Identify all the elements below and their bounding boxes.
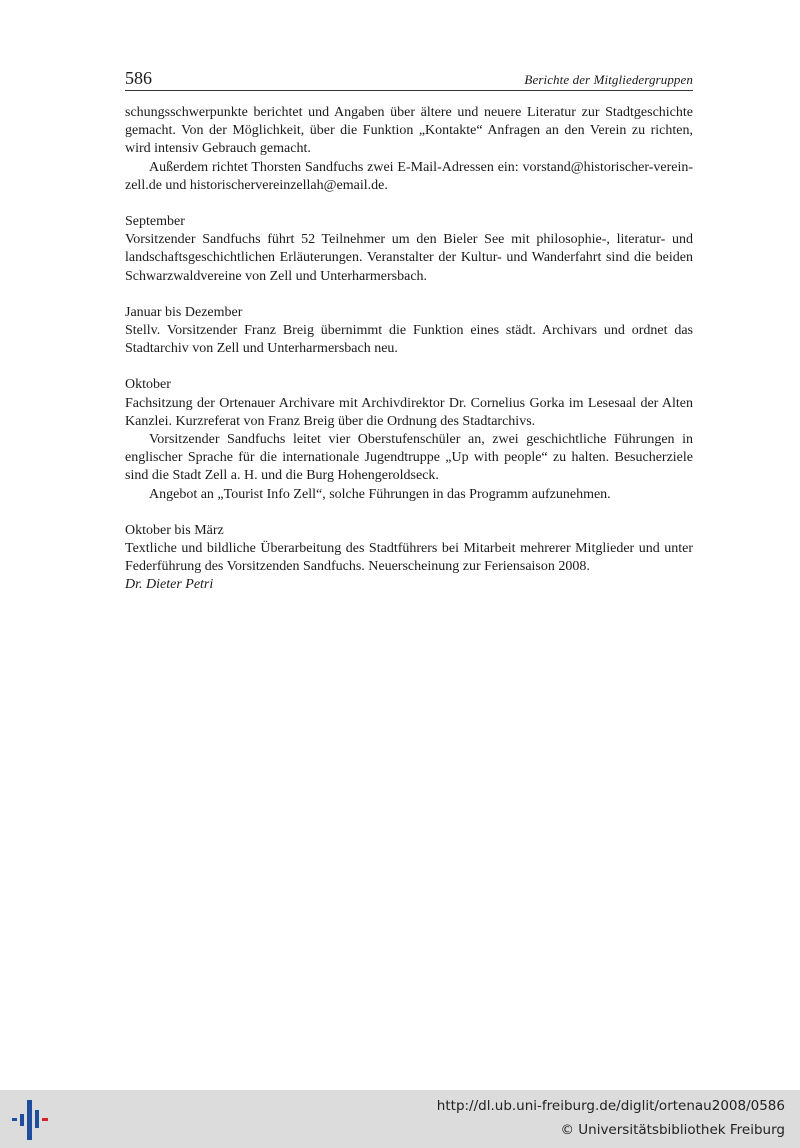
ub-freiburg-logo-icon [10,1100,52,1140]
section-paragraph: Stellv. Vorsitzender Franz Breig übernimmt die Funktion eines städt. Archivars und ordnet das Stadtarchiv von Zell und Unterharmersbach neu. [125,323,693,357]
running-title: Berichte der Mitgliedergruppen [524,72,693,87]
section-oktober-bis-maerz [125,522,693,595]
section-september [125,213,693,286]
section-paragraph: Angebot an „Tourist Info Zell“, solche Führungen in das Programm aufzunehmen. [149,486,611,502]
section-januar-bis-dezember [125,304,693,359]
source-link[interactable]: http://dl.ub.uni-freiburg.de/diglit/ortenau2008/0586 [436,1098,785,1114]
author-signature: Dr. Dieter Petri [125,577,214,593]
copyright-notice: © Universitätsbibliothek Freiburg [560,1122,785,1138]
section-paragraph: Vorsitzender Sandfuchs leitet vier Oberstufenschüler an, zwei geschichtliche Führungen in englischer Sprache für die internationale Jugendtruppe „Up with people“ zu halten. Besucherziele sind die Stadt Zell a. H. und die Burg Hohengeroldseck. [125,432,693,484]
section-paragraph: Textliche und bildliche Überarbeitung des Stadtführers bei Mitarbeit mehrerer Mitglieder und unter Federführung des Vorsitzenden Sandfuchs. Neuerscheinung zur Feriensaison 2008. [125,541,693,575]
running-head [125,68,693,91]
intro-paragraph-1: schungsschwerpunkte berichtet und Angaben über ältere und neuere Literatur zur Stadtgeschichte gemacht. Von der Möglichkeit, über die Funktion „Kontakte“ Anfragen an den Verein zu richten, wird intensiv Gebrauch gemacht. [125,105,693,157]
section-heading: Oktober bis März [125,522,224,538]
footer-bar [0,1090,800,1148]
section-paragraph: Vorsitzender Sandfuchs führt 52 Teilnehmer um den Bieler See mit philosophie-, literatur- und landschaftsgeschichtlichen Erläuterungen. Veranstalter der Kultur- und Wanderfahrt sind die beiden Schwarzwaldvereine von Zell und Unterharmersbach. [125,232,693,284]
section-heading: Oktober [125,377,171,393]
intro-paragraph-2: Außerdem richtet Thorsten Sandfuchs zwei E-Mail-Adressen ein: vorstand@historischer-verein-zell.de und historischervereinzellah@email.de. [125,159,693,193]
section-heading: September [125,214,185,230]
article-body [125,104,693,595]
section-heading: Januar bis Dezember [125,304,243,320]
section-paragraph: Fachsitzung der Ortenauer Archivare mit Archivdirektor Dr. Cornelius Gorka im Lesesaal der Alten Kanzlei. Kurzreferat von Franz Breig über die Ordnung des Stadtarchivs. [125,395,693,429]
page-number: 586 [125,68,152,88]
section-oktober [125,376,693,503]
